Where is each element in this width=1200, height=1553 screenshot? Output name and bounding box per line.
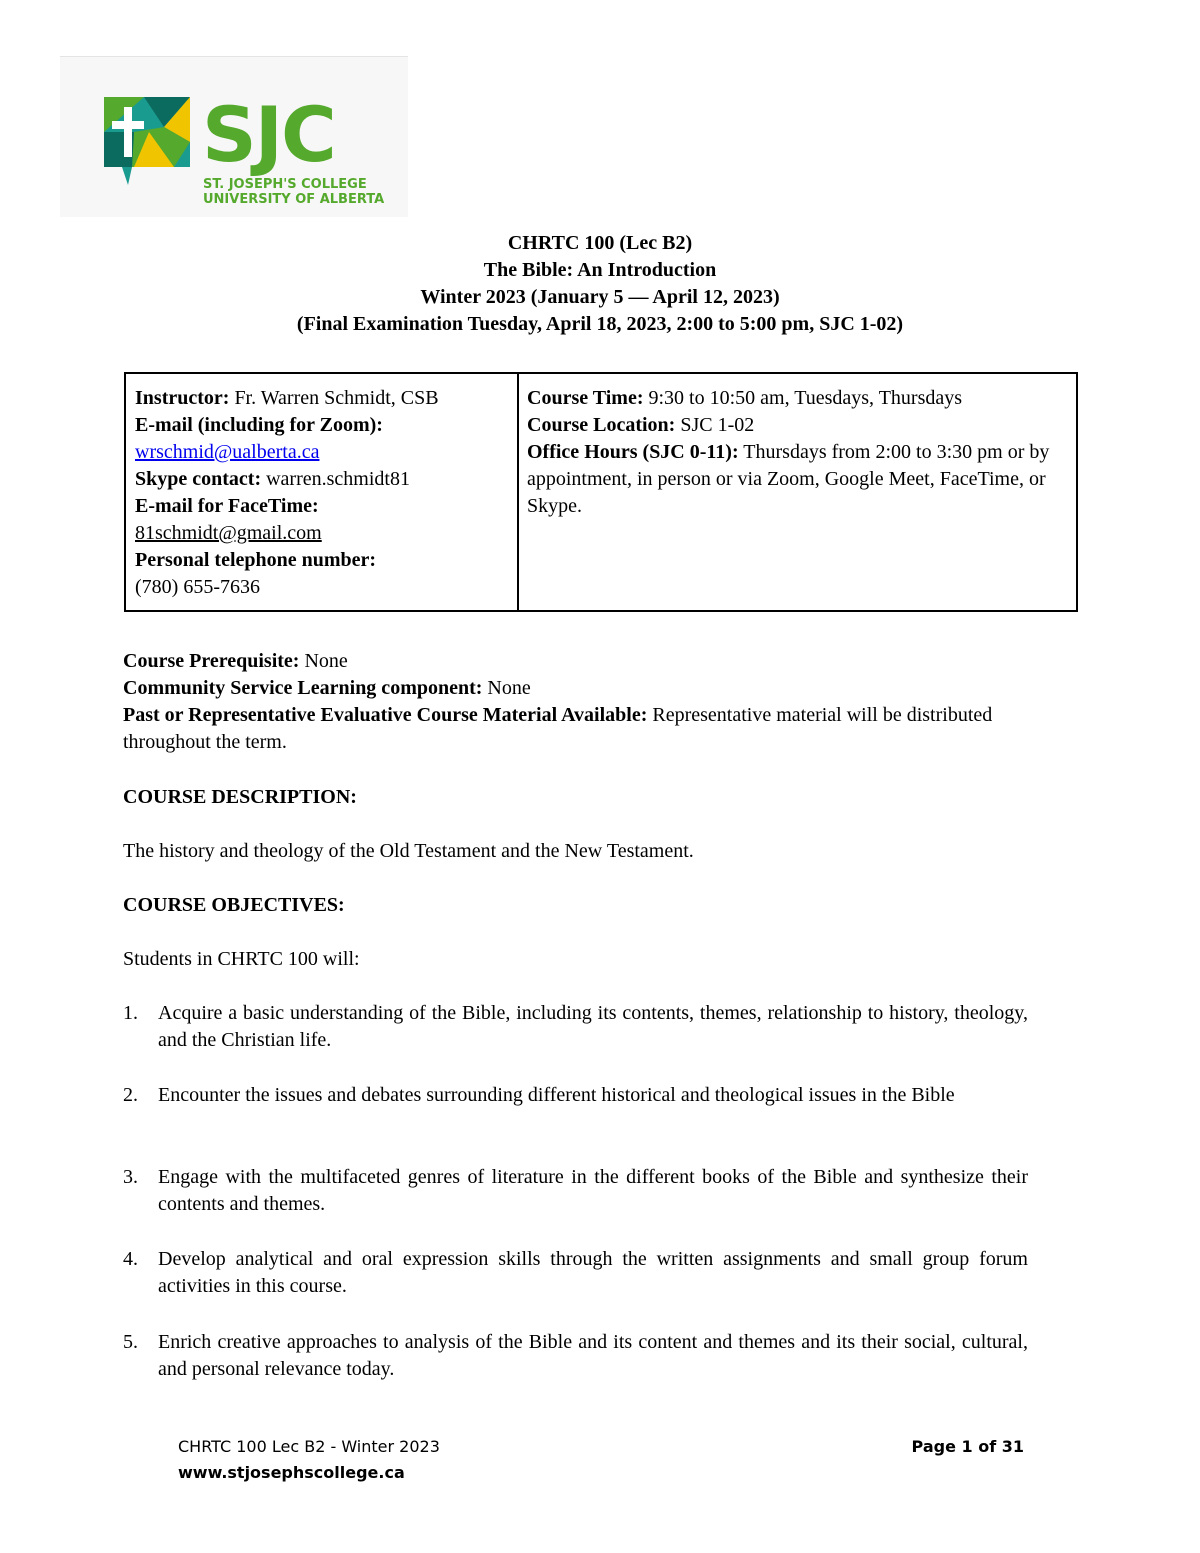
logo-university-name: UNIVERSITY OF ALBERTA [203,192,385,207]
course-time-label: Course Time: [527,387,644,409]
skype-value: warren.schmidt81 [261,468,410,490]
prereq-label: Course Prerequisite: [123,650,300,672]
objective-number: 3. [123,1166,138,1188]
course-time-value: 9:30 to 10:50 am, Tuesdays, Thursdays [643,387,963,409]
course-title-block [100,230,1100,338]
objective-text: Encounter the issues and debates surrounding different historical and theological issues in the Bible [158,1084,955,1106]
phone-label: Personal telephone number: [135,549,377,571]
instructor-contact-cell [126,374,519,610]
email-label: E-mail (including for Zoom): [135,414,383,436]
objective-item [123,1246,1028,1300]
course-location-value: SJC 1-02 [675,414,755,436]
material-value: Representative material will be distributed throughout the term. [123,704,993,753]
objective-number: 1. [123,1002,138,1024]
course-description-heading: COURSE DESCRIPTION: [123,786,357,808]
instructor-name: Fr. Warren Schmidt, CSB [229,387,439,409]
facetime-email-link[interactable]: 81schmidt@gmail.com [135,522,322,544]
csl-label: Community Service Learning component: [123,677,483,699]
footer-website: www.stjosephscollege.ca [178,1463,405,1482]
logo-letters: SJC [202,90,335,179]
logo-college-name: ST. JOSEPH'S COLLEGE [203,177,367,192]
course-description-text: The history and theology of the Old Testament and the New Testament. [123,840,694,862]
objective-text: Develop analytical and oral expression skills through the written assignments and small group forum activities in this course. [158,1248,1028,1297]
facetime-label: E-mail for FaceTime: [135,495,319,517]
prereq-value: None [299,650,348,672]
footer-course: CHRTC 100 Lec B2 - Winter 2023 [178,1437,440,1456]
course-term: Winter 2023 (January 5 — April 12, 2023) [420,286,780,308]
objective-item [123,1082,1028,1109]
course-location-label: Course Location: [527,414,676,436]
objective-number: 5. [123,1331,138,1353]
objective-number: 2. [123,1084,138,1106]
instructor-info-table [124,372,1078,612]
footer-page-number: Page 1 of 31 [911,1437,1024,1456]
office-hours-value: Thursdays from 2:00 to 3:30 pm or by appointment, in person or via Zoom, Google Meet, FaceTime, or Skype. [527,441,1050,517]
skype-label: Skype contact: [135,468,262,490]
objective-number: 4. [123,1248,138,1270]
objective-text: Engage with the multifaceted genres of literature in the different books of the Bible and synthesize their contents and themes. [158,1166,1028,1215]
final-exam-info: (Final Examination Tuesday, April 18, 2023, 2:00 to 5:00 pm, SJC 1-02) [296,313,904,335]
course-schedule-cell [519,374,1076,610]
course-details [123,648,1028,756]
objective-text: Acquire a basic understanding of the Bible, including its contents, themes, relationship to history, theology, and the Christian life. [158,1002,1028,1051]
instructor-email-link[interactable]: wrschmid@ualberta.ca [135,441,320,463]
logo [60,56,408,217]
csl-value: None [482,677,531,699]
page-footer [178,1434,1024,1486]
office-hours-label: Office Hours (SJC 0-11): [527,441,739,463]
objective-item [123,1329,1028,1383]
course-code: CHRTC 100 (Lec B2) [507,232,693,254]
objective-item [123,1164,1028,1218]
course-objectives-heading: COURSE OBJECTIVES: [123,894,345,916]
instructor-label: Instructor: [135,387,230,409]
phone-value: (780) 655-7636 [135,576,260,598]
objective-text: Enrich creative approaches to analysis of the Bible and its content and themes and its their social, cultural, and personal relevance today. [158,1331,1028,1380]
course-objectives-intro: Students in CHRTC 100 will: [123,948,360,970]
material-label: Past or Representative Evaluative Course Material Available: [123,704,648,726]
objective-item [123,1000,1028,1054]
course-name: The Bible: An Introduction [483,259,717,281]
sjc-speech-bubble-icon [104,97,190,185]
